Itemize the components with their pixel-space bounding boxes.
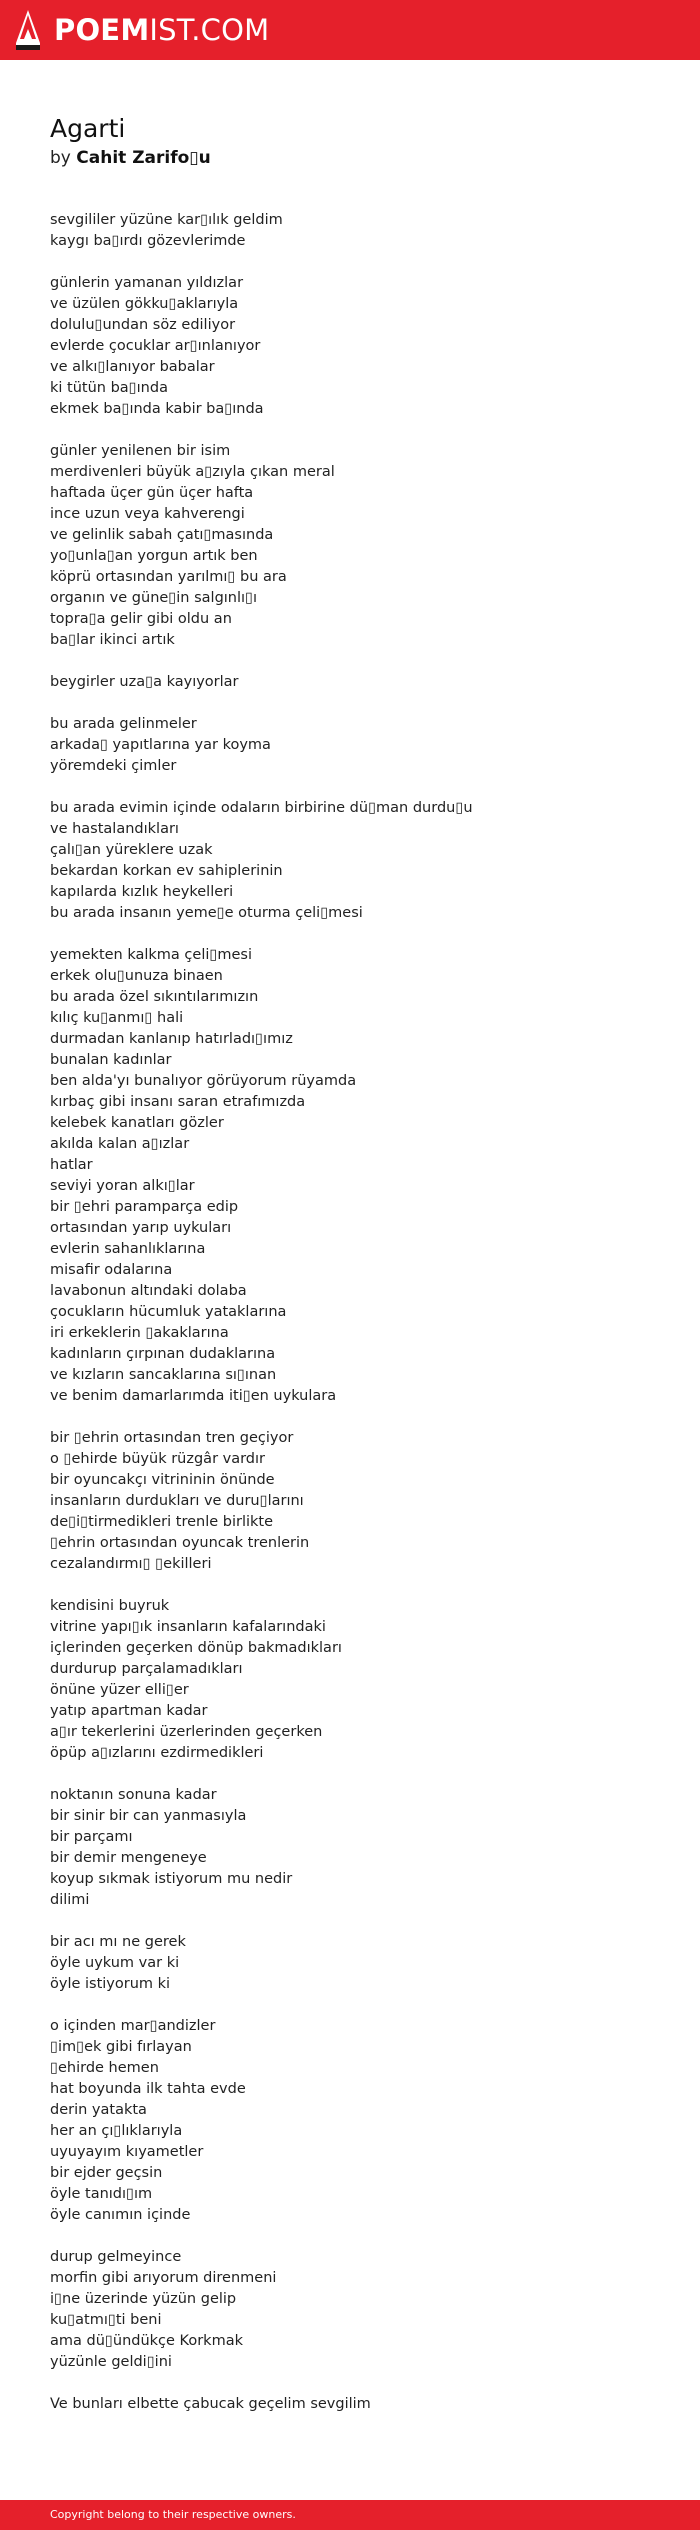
poem-line: de▯i▯tirmedikleri trenle birlikte bbox=[50, 1514, 274, 1530]
poem-line: bir ▯ehrin ortasından tren geçiyor bbox=[50, 1430, 294, 1446]
author-link[interactable]: Cahit Zarifo▯u bbox=[76, 148, 211, 168]
poem-line: a▯ır tekerlerini üzerlerinden geçerken bbox=[50, 1724, 323, 1740]
poem-line: kaygı ba▯ırdı gözevlerimde bbox=[50, 233, 246, 249]
poem-line: bir acı mı ne gerek bbox=[50, 1934, 186, 1950]
poem-line: morfin gibi arıyorum direnmeni bbox=[50, 2270, 277, 2286]
poem-line: i▯ne üzerinde yüzün gelip bbox=[50, 2291, 237, 2307]
poem-line: durup gelmeyince bbox=[50, 2249, 182, 2265]
poem-title: Agarti bbox=[50, 114, 126, 143]
poem-line: bu arada evimin içinde odaların birbirine dü▯man durdu▯u bbox=[50, 800, 473, 816]
poem-stanza bbox=[50, 2016, 670, 2226]
pencil-nib-icon bbox=[14, 9, 42, 51]
poem-body bbox=[50, 210, 670, 2415]
poem-content bbox=[50, 112, 670, 2436]
poem-stanza bbox=[50, 798, 670, 924]
poem-line: durmadan kanlanıp hatırladı▯ımız bbox=[50, 1031, 293, 1047]
poem-line: ve benim damarlarımda iti▯en uykulara bbox=[50, 1388, 337, 1404]
poem-line: koyup sıkmak istiyorum mu nedir bbox=[50, 1871, 293, 1887]
poem-line: uyuyayım kıyametler bbox=[50, 2144, 204, 2160]
poem-line: ve hastalandıkları bbox=[50, 821, 179, 837]
poem-line: bu arada insanın yeme▯e oturma çeli▯mesi bbox=[50, 905, 363, 921]
poem-line: dilimi bbox=[50, 1892, 90, 1908]
poem-line: akılda kalan a▯ızlar bbox=[50, 1136, 190, 1152]
poem-line: ve üzülen gökku▯aklarıyla bbox=[50, 296, 239, 312]
poem-line: her an çı▯lıklarıyla bbox=[50, 2123, 183, 2139]
poem-line: öyle uykum var ki bbox=[50, 1955, 180, 1971]
poem-line: öyle canımın içinde bbox=[50, 2207, 191, 2223]
poem-line: kelebek kanatları gözler bbox=[50, 1115, 224, 1131]
poem-line: ▯im▯ek gibi fırlayan bbox=[50, 2039, 192, 2055]
poem-line: topra▯a gelir gibi oldu an bbox=[50, 611, 232, 627]
poem-line: yöremdeki çimler bbox=[50, 758, 177, 774]
poem-line: durdurup parçalamadıkları bbox=[50, 1661, 243, 1677]
poem-stanza bbox=[50, 210, 670, 252]
poem-line: öpüp a▯ızlarını ezdirmedikleri bbox=[50, 1745, 264, 1761]
copyright-text: Copyright belong to their respective owners. bbox=[50, 2508, 296, 2521]
poem-line: bir sinir bir can yanmasıyla bbox=[50, 1808, 247, 1824]
poem-line: önüne yüzer elli▯er bbox=[50, 1682, 189, 1698]
site-footer bbox=[0, 2500, 700, 2530]
by-label: by bbox=[50, 148, 71, 168]
poem-line: misafir odalarına bbox=[50, 1262, 173, 1278]
poem-line: hatlar bbox=[50, 1157, 93, 1173]
poem-line: insanların durdukları ve duru▯larını bbox=[50, 1493, 304, 1509]
poem-line: haftada üçer gün üçer hafta bbox=[50, 485, 254, 501]
poem-stanza bbox=[50, 2394, 670, 2415]
poem-line: Ve bunları elbette çabucak geçelim sevgilim bbox=[50, 2396, 371, 2412]
poem-line: arkada▯ yapıtlarına yar koyma bbox=[50, 737, 271, 753]
poem-line: ve gelinlik sabah çatı▯masında bbox=[50, 527, 274, 543]
poem-line: bir oyuncakçı vitrininin önünde bbox=[50, 1472, 275, 1488]
poem-stanza bbox=[50, 2247, 670, 2373]
poem-stanza bbox=[50, 1596, 670, 1764]
poem-stanza bbox=[50, 273, 670, 420]
poem-line: bir ▯ehri paramparça edip bbox=[50, 1199, 239, 1215]
poem-line: iri erkeklerin ▯akaklarına bbox=[50, 1325, 229, 1341]
poem-stanza bbox=[50, 441, 670, 651]
poem-line: ▯ehrin ortasından oyuncak trenlerin bbox=[50, 1535, 310, 1551]
poem-line: ortasından yarıp uykuları bbox=[50, 1220, 232, 1236]
poem-line: ▯ehirde hemen bbox=[50, 2060, 159, 2076]
poem-line: derin yatakta bbox=[50, 2102, 147, 2118]
logo-wordmark bbox=[54, 9, 269, 51]
poem-line: yatıp apartman kadar bbox=[50, 1703, 208, 1719]
byline bbox=[50, 146, 670, 170]
poem-line: bir demir mengeneye bbox=[50, 1850, 207, 1866]
poem-line: günlerin yamanan yıldızlar bbox=[50, 275, 244, 291]
poem-line: evlerin sahanlıklarına bbox=[50, 1241, 206, 1257]
poem-stanza bbox=[50, 945, 670, 1407]
poem-line: yo▯unla▯an yorgun artık ben bbox=[50, 548, 258, 564]
site-logo[interactable] bbox=[14, 9, 269, 51]
poem-line: yüzünle geldi▯ini bbox=[50, 2354, 172, 2370]
poem-line: bir ejder geçsin bbox=[50, 2165, 163, 2181]
poem-line: ekmek ba▯ında kabir ba▯ında bbox=[50, 401, 264, 417]
logo-light-text: IST.COM bbox=[149, 13, 270, 47]
poem-line: yemekten kalkma çeli▯mesi bbox=[50, 947, 252, 963]
poem-line: vitrine yapı▯ık insanların kafalarındaki bbox=[50, 1619, 326, 1635]
poem-stanza bbox=[50, 672, 670, 693]
poem-line: ve kızların sancaklarına sı▯ınan bbox=[50, 1367, 277, 1383]
poem-line: öyle istiyorum ki bbox=[50, 1976, 171, 1992]
poem-line: kırbaç gibi insanı saran etrafımızda bbox=[50, 1094, 306, 1110]
poem-line: öyle tanıdı▯ım bbox=[50, 2186, 153, 2202]
poem-line: bu arada gelinmeler bbox=[50, 716, 197, 732]
poem-line: erkek olu▯unuza binaen bbox=[50, 968, 223, 984]
poem-line: kapılarda kızlık heykelleri bbox=[50, 884, 234, 900]
poem-line: o ▯ehirde büyük rüzgâr vardır bbox=[50, 1451, 266, 1467]
poem-line: ama dü▯ündükçe Korkmak bbox=[50, 2333, 243, 2349]
poem-line: bir parçamı bbox=[50, 1829, 133, 1845]
poem-stanza bbox=[50, 1428, 670, 1575]
logo-bold-text: POEM bbox=[54, 13, 150, 47]
poem-line: köprü ortasından yarılmı▯ bu ara bbox=[50, 569, 287, 585]
poem-line: günler yenilenen bir isim bbox=[50, 443, 231, 459]
poem-line: ki tütün ba▯ında bbox=[50, 380, 168, 396]
poem-line: merdivenleri büyük a▯zıyla çıkan meral bbox=[50, 464, 335, 480]
poem-line: çalı▯an yüreklere uzak bbox=[50, 842, 213, 858]
poem-line: sevgililer yüzüne kar▯ılık geldim bbox=[50, 212, 283, 228]
poem-line: ince uzun veya kahverengi bbox=[50, 506, 245, 522]
poem-line: dolulu▯undan söz ediliyor bbox=[50, 317, 236, 333]
poem-line: bu arada özel sıkıntılarımızın bbox=[50, 989, 259, 1005]
poem-line: kendisini buyruk bbox=[50, 1598, 170, 1614]
poem-line: ba▯lar ikinci artık bbox=[50, 632, 175, 648]
poem-line: seviyi yoran alkı▯lar bbox=[50, 1178, 195, 1194]
poem-line: kılıç ku▯anmı▯ hali bbox=[50, 1010, 184, 1026]
poem-line: ku▯atmı▯ti beni bbox=[50, 2312, 162, 2328]
poem-line: cezalandırmı▯ ▯ekilleri bbox=[50, 1556, 212, 1572]
poem-line: ben alda'yı bunalıyor görüyorum rüyamda bbox=[50, 1073, 357, 1089]
poem-line: çocukların hücumluk yataklarına bbox=[50, 1304, 287, 1320]
poem-line: hat boyunda ilk tahta evde bbox=[50, 2081, 246, 2097]
poem-stanza bbox=[50, 714, 670, 777]
site-header bbox=[0, 0, 700, 60]
poem-line: lavabonun altındaki dolaba bbox=[50, 1283, 247, 1299]
poem-line: bekardan korkan ev sahiplerinin bbox=[50, 863, 283, 879]
poem-stanza bbox=[50, 1932, 670, 1995]
poem-line: noktanın sonuna kadar bbox=[50, 1787, 217, 1803]
poem-line: ve alkı▯lanıyor babalar bbox=[50, 359, 215, 375]
poem-line: içlerinden geçerken dönüp bakmadıkları bbox=[50, 1640, 342, 1656]
poem-line: organın ve güne▯in salgınlı▯ı bbox=[50, 590, 258, 606]
poem-line: beygirler uza▯a kayıyorlar bbox=[50, 674, 239, 690]
poem-line: kadınların çırpınan dudaklarına bbox=[50, 1346, 276, 1362]
poem-line: o içinden mar▯andizler bbox=[50, 2018, 216, 2034]
poem-stanza bbox=[50, 1785, 670, 1911]
poem-line: bunalan kadınlar bbox=[50, 1052, 172, 1068]
poem-line: evlerde çocuklar ar▯ınlanıyor bbox=[50, 338, 261, 354]
